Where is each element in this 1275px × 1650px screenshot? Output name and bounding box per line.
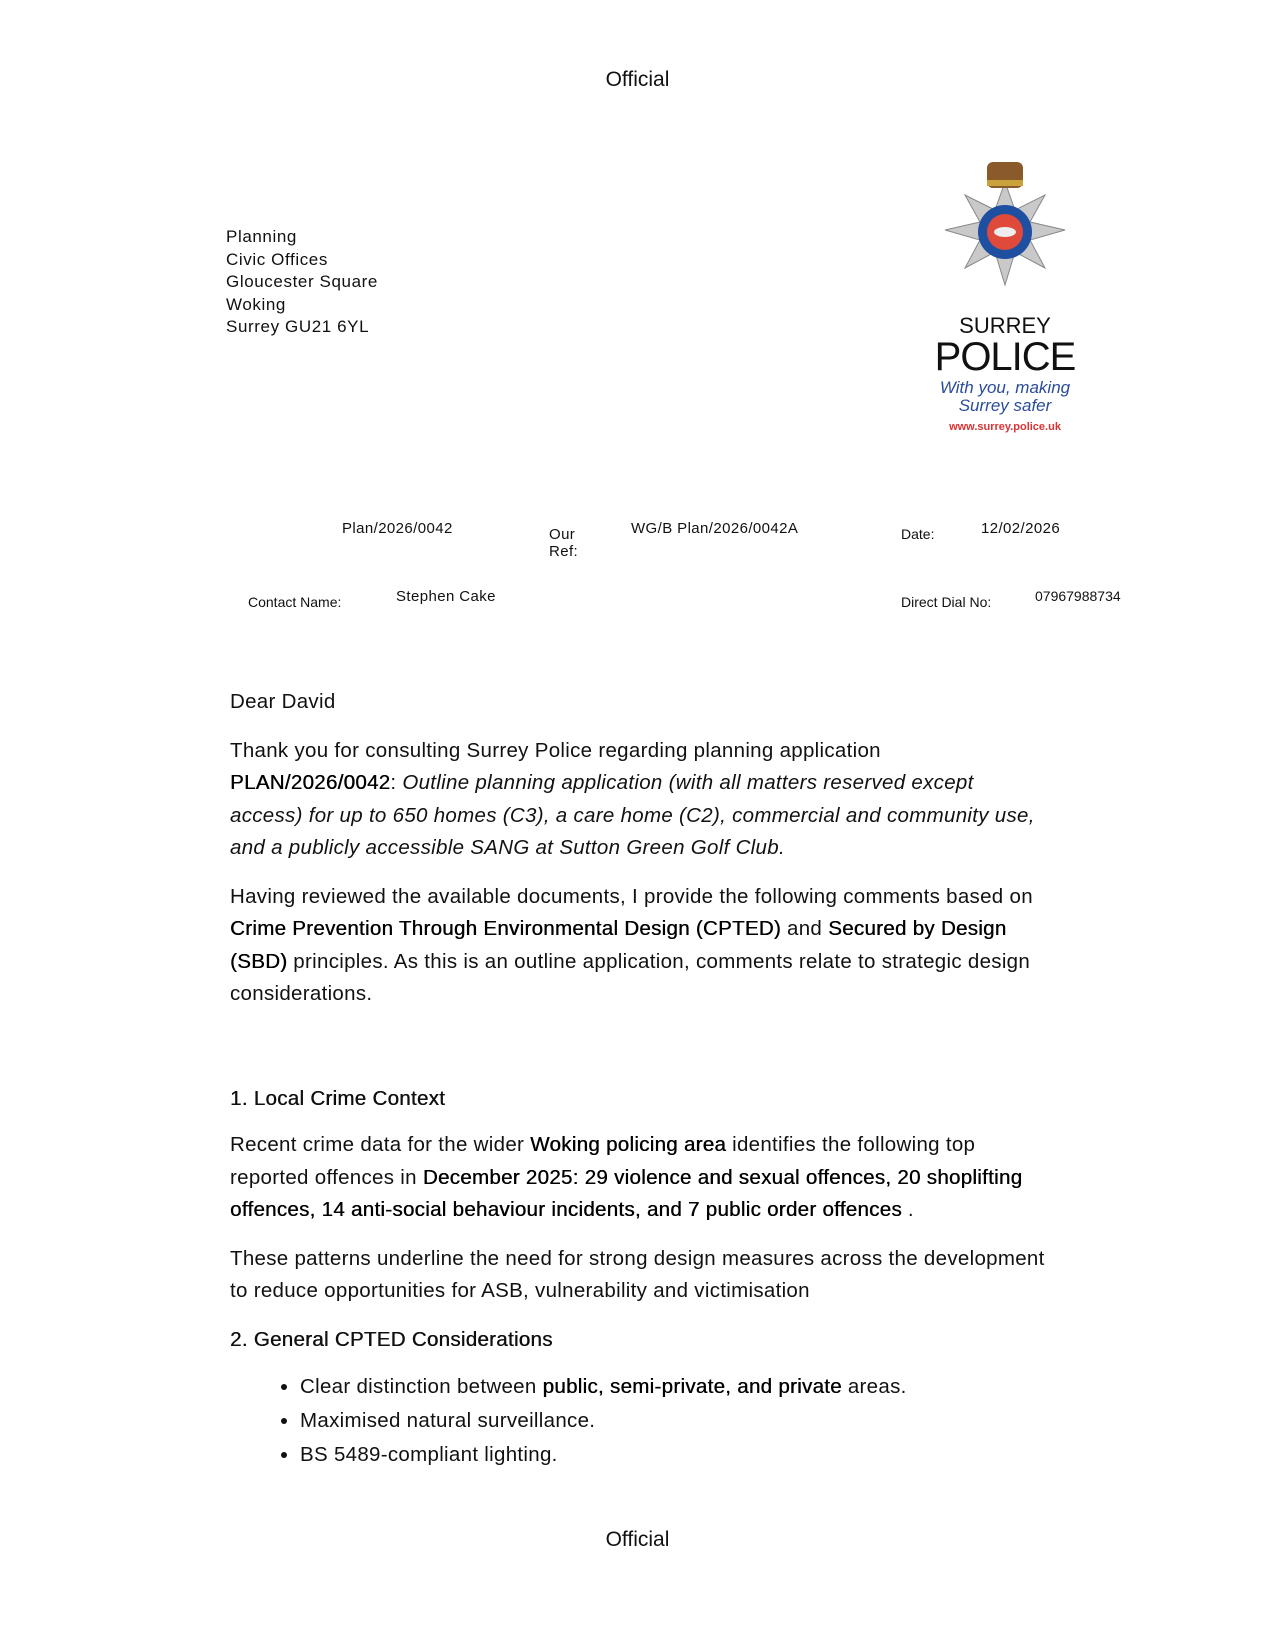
address-line: Surrey GU21 6YL — [226, 317, 370, 336]
paragraph-intro — [230, 735, 1050, 865]
logo-tagline: Surrey safer — [958, 396, 1052, 415]
section-heading: 1. Local Crime Context — [230, 1086, 446, 1110]
text: areas. — [841, 1375, 907, 1398]
dial-label: Direct Dial No: — [901, 594, 992, 610]
our-ref: WG/B Plan/2026/0042A — [631, 520, 799, 537]
your-ref: Plan/2026/0042 — [342, 520, 453, 537]
address-line: Civic Offices — [226, 249, 328, 269]
text: Recent crime data for the wider — [230, 1133, 531, 1156]
date-value: 12/02/2026 — [981, 520, 1061, 537]
paragraph-review — [230, 881, 1050, 1011]
logo-police: POLICE — [934, 335, 1076, 379]
date-label: Date: — [901, 526, 935, 542]
text: Thank you for consulting Surrey Police regarding planning application — [230, 738, 881, 762]
section-heading: 2. General CPTED Considerations — [230, 1327, 553, 1351]
classification-footer: Official — [605, 1528, 670, 1551]
list-item: • Maximised natural surveillance. — [300, 1404, 1050, 1438]
salutation: Dear David — [230, 690, 336, 713]
text: Having reviewed the available documents, I provide the following comments based on — [230, 884, 1033, 908]
application-description: Outline planning application (with all matters reserved except access) for up to 650 homes (C3), a care home (C2), commercial and community use, and a publicly accessible SANG at Sutton Green Golf Club. — [230, 771, 1035, 859]
text: . — [901, 1198, 914, 1221]
paragraph-patterns: These patterns underline the need for strong design measures across the development to reduce opportunities for ASB, vulnerability and victimisation — [230, 1246, 1045, 1302]
cpted-list — [230, 1370, 1050, 1472]
paragraph-crime — [230, 1129, 1050, 1227]
emphasis: December 2025: 29 violence and sexual offences, 20 shoplifting offences, 14 anti-social behaviour incidents, and 7 public order offences — [230, 1165, 1023, 1221]
logo-tagline: With you, making — [939, 378, 1071, 397]
address-line: Gloucester Square — [226, 272, 378, 291]
letter-body — [230, 686, 1050, 1472]
text: principles. As this is an outline application, comments relate to strategic design considerations. — [230, 949, 1031, 1005]
text: identifies the following top reported offences in — [230, 1133, 976, 1189]
list-item: • BS 5489-compliant lighting. — [300, 1438, 1050, 1472]
classification-header: Official — [605, 68, 670, 91]
emphasis: public, semi-private, and private — [542, 1375, 842, 1398]
contact-name: Stephen Cake — [396, 588, 496, 605]
recipient-address — [226, 226, 378, 339]
text: and — [781, 917, 829, 940]
logo-url: www.surrey.police.uk — [949, 421, 1061, 433]
address-line: Planning — [226, 227, 297, 246]
emphasis: Secured by Design (SBD) — [230, 917, 1007, 973]
list-item — [300, 1370, 1050, 1404]
surrey-police-logo — [925, 160, 1085, 433]
contact-label: Contact Name: — [248, 594, 342, 610]
police-badge-icon — [935, 160, 1075, 310]
logo-surrey: SURREY — [959, 313, 1051, 338]
address-line: Woking — [226, 294, 286, 314]
emphasis: Crime Prevention Through Environmental Design (CPTED) — [230, 917, 782, 940]
text: : — [390, 771, 403, 794]
dial-number: 07967988734 — [1035, 588, 1121, 604]
emphasis: Woking policing area — [530, 1133, 727, 1156]
text: Clear distinction between — [300, 1375, 543, 1398]
application-ref: PLAN/2026/0042 — [230, 771, 391, 794]
our-ref-label: Our Ref: — [549, 526, 579, 560]
